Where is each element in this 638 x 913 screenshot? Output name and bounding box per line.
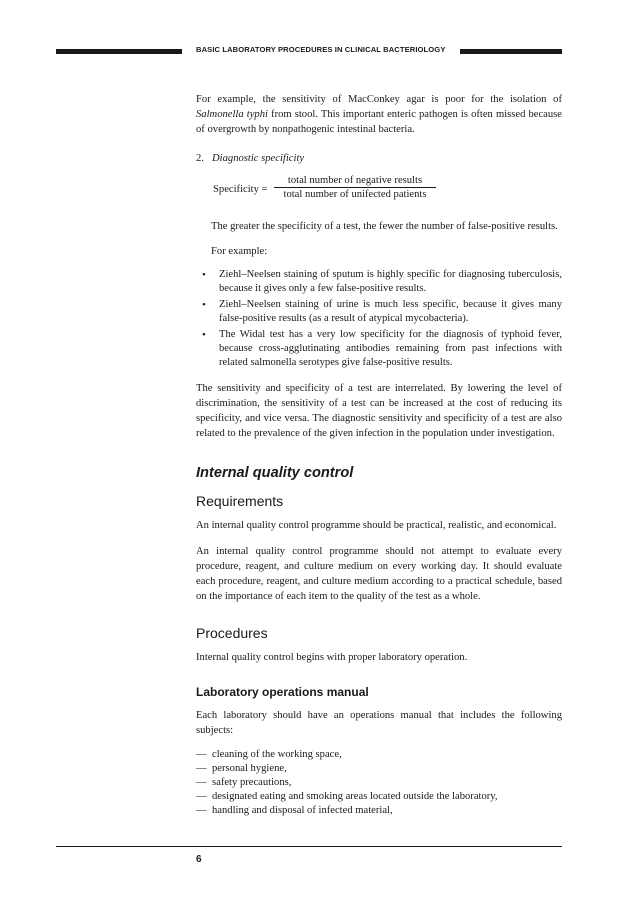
procedures-heading: Procedures (196, 624, 268, 641)
dash-icon: — (196, 749, 207, 761)
dash-icon: — (196, 805, 207, 817)
iqc-title: Internal quality control (196, 464, 354, 481)
interrelation-paragraph: The sensitivity and specificity of a test are interrelated. By lowering the level of discrimination, the sensitivity of a test can be increased at the cost of reducing its specificity, and vice versa. The diagnostic sensitivity and specificity of a test are also related to the prevalence of the given infection in the population under investigation. (196, 382, 562, 440)
specificity-formula (213, 175, 562, 209)
example-label: For example: (211, 245, 268, 257)
dash-icon: — (196, 763, 207, 775)
header-rule-left (56, 49, 182, 54)
header-rule-right (460, 49, 562, 54)
list-item: — handling and disposal of infected material, (196, 805, 393, 817)
bullet-icon: • (202, 298, 206, 311)
requirements-paragraph-1: An internal quality control programme should be practical, realistic, and economical. (196, 519, 557, 531)
requirements-paragraph-2: An internal quality control programme should not attempt to evaluate every procedure, reagent, and culture medium on every working day. It should evaluate each procedure, reagent, and culture medium according to a practical schedule, based on the importance of each item to the quality of the test as a whole. (196, 545, 562, 603)
manual-intro: Each laboratory should have an operations manual that includes the following subjects: (196, 709, 562, 737)
list-item: • The Widal test has a very low specificity for the diagnosis of typhoid fever, because cross-agglutinating antibodies remaining from past infections with related salmonella serotypes give false-positive results. (202, 328, 562, 371)
list-item: — designated eating and smoking areas located outside the laboratory, (196, 791, 498, 803)
specificity-heading (196, 151, 562, 166)
page-body (196, 92, 562, 818)
section-number: 2. (196, 152, 204, 164)
intro-post: from stool. This important enteric pathogen is often missed because of overgrowth by nonpathogenic intestinal bacteria. (196, 109, 562, 136)
page-number: 6 (196, 854, 202, 865)
list-item: — cleaning of the working space, (196, 749, 342, 761)
dash-icon: — (196, 777, 207, 789)
dash-icon: — (196, 791, 207, 803)
specificity-bullets (202, 268, 562, 371)
intro-pre: For example, the sensitivity of MacConkey agar is poor for the isolation of (196, 94, 562, 105)
bullet-icon: • (202, 269, 206, 282)
intro-paragraph (196, 92, 562, 138)
footer-rule (56, 846, 562, 847)
list-item: — personal hygiene, (196, 763, 287, 775)
formula-denominator: total number of unifected patients (283, 188, 427, 200)
intro-species: Salmonella typhi (196, 109, 268, 121)
requirements-heading: Requirements (196, 492, 284, 509)
bullet-icon: • (202, 328, 206, 341)
list-item: — safety precautions, (196, 777, 292, 789)
manual-heading: Laboratory operations manual (196, 684, 369, 699)
list-item: • Ziehl–Neelsen staining of urine is much less specific, because it gives many false-positive results (as a result of atypical mycobacteria). (202, 298, 562, 327)
formula-numerator: total number of negative results (274, 175, 436, 188)
section-title: Diagnostic specificity (212, 152, 305, 164)
procedures-paragraph: Internal quality control begins with proper laboratory operation. (196, 651, 468, 663)
list-item: • Ziehl–Neelsen staining of sputum is highly specific for diagnosing tuberculosis, because it gives only a few false-positive results. (202, 268, 562, 297)
formula-fraction (274, 175, 436, 200)
specificity-explanation: The greater the specificity of a test, the fewer the number of false-positive results. (211, 220, 558, 232)
running-header: BASIC LABORATORY PROCEDURES IN CLINICAL BACTERIOLOGY (196, 45, 446, 54)
manual-items (196, 748, 562, 818)
formula-lhs: Specificity = (213, 183, 268, 195)
